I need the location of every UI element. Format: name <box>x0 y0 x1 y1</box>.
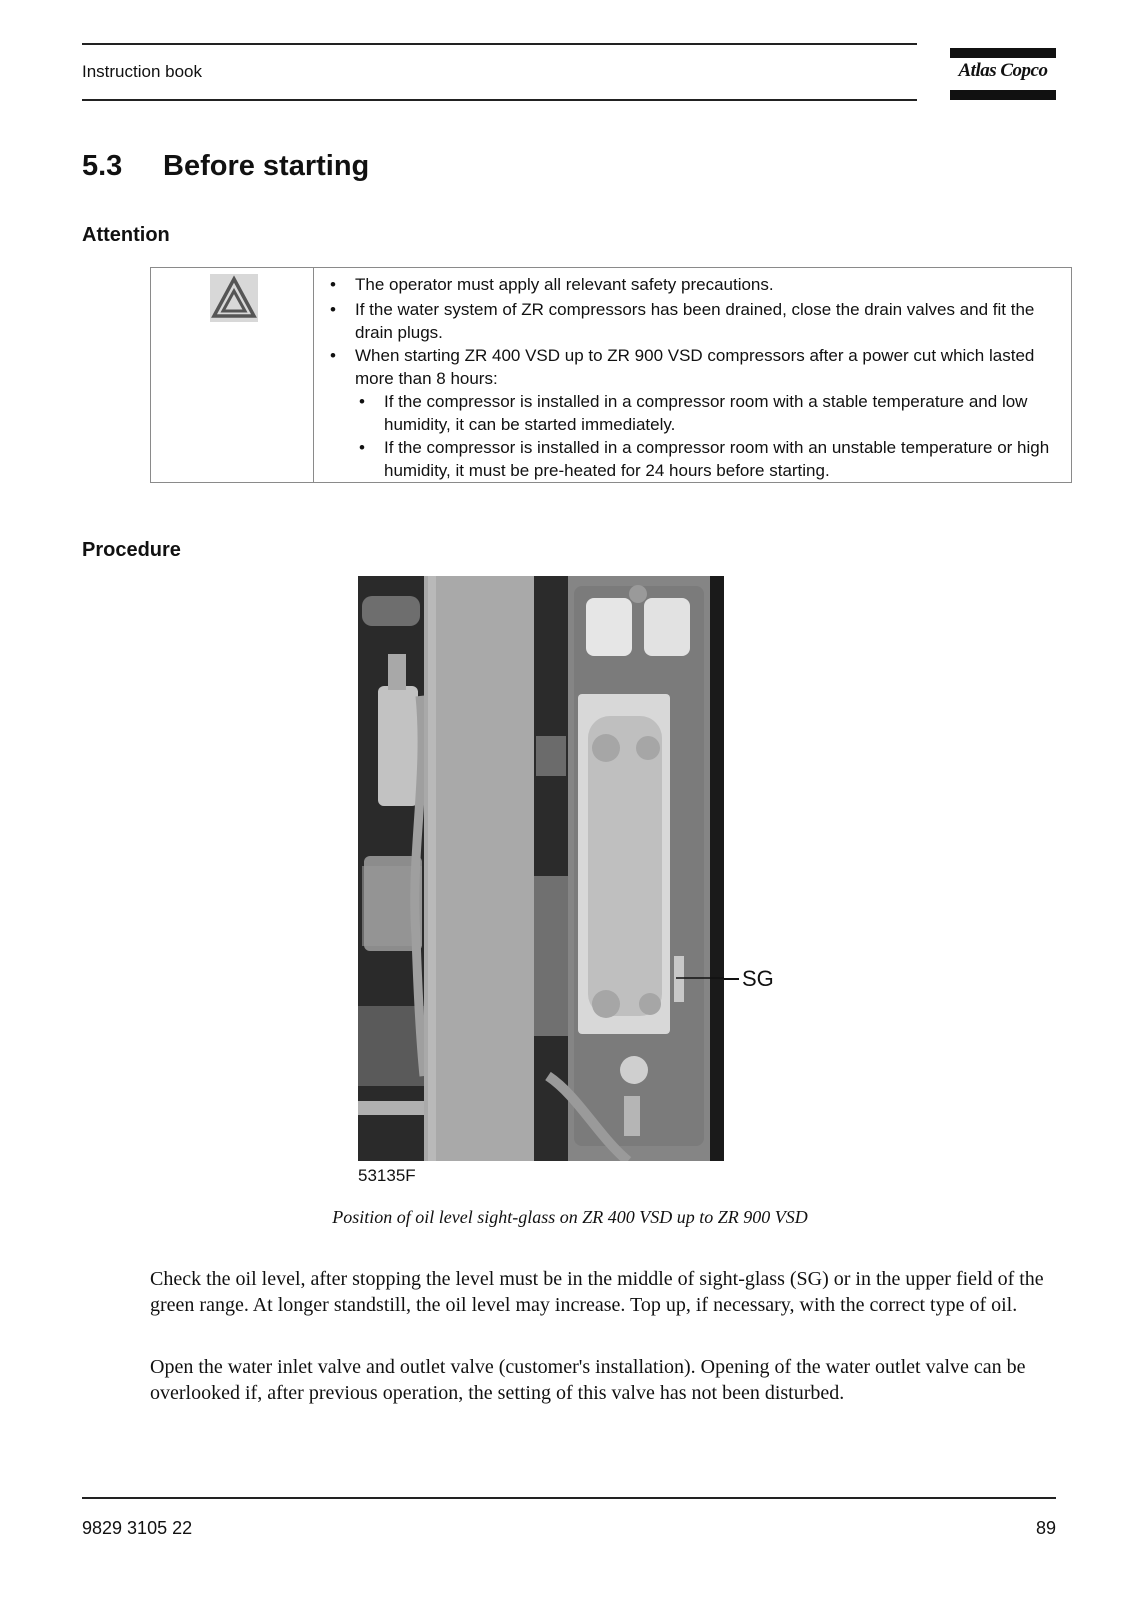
document-number: 9829 3105 22 <box>82 1518 193 1538</box>
sight-glass-photo <box>358 576 724 1161</box>
section-title: Before starting <box>163 150 370 182</box>
section-number: 5.3 <box>82 150 123 182</box>
figure-code: 53135F <box>358 1166 416 1185</box>
header-title: Instruction book <box>82 62 203 81</box>
header-top-rule <box>82 43 917 45</box>
footer-rule <box>82 1497 1056 1499</box>
callout-leader-line <box>724 978 739 980</box>
attention-list <box>326 273 1066 482</box>
figure-caption: Position of oil level sight-glass on ZR 400 VSD up to ZR 900 VSD <box>332 1207 808 1227</box>
sub-list-item: • If the compressor is installed in a compressor room with a stable temperature and low humidity, it can be started immediately. <box>359 392 1028 434</box>
warning-triangle-icon <box>210 274 258 322</box>
list-item: • When starting ZR 400 VSD up to ZR 900 VSD compressors after a power cut which lasted more than 8 hours: <box>330 346 1035 388</box>
paragraph: Open the water inlet valve and outlet valve (customer's installation). Opening of the water outlet valve can be overlooked if, after previous operation, the setting of this valve has not been disturbed. <box>150 1356 1026 1404</box>
header-bottom-rule <box>82 99 917 101</box>
procedure-heading: Procedure <box>82 539 181 561</box>
paragraph: Check the oil level, after stopping the level must be in the middle of sight-glass (SG) or in the upper field of the green range. At longer standstill, the oil level may increase. Top up, if necessary, with the correct type of oil. <box>150 1268 1044 1316</box>
list-item: • The operator must apply all relevant safety precautions. <box>330 275 774 294</box>
attention-divider <box>313 268 314 482</box>
callout-label-sg: SG <box>742 966 774 991</box>
attention-heading: Attention <box>82 224 170 246</box>
brand-logo-text: Atlas Copco <box>958 60 1048 81</box>
list-item: • If the water system of ZR compressors has been drained, close the drain valves and fit the drain plugs. <box>330 300 1035 342</box>
attention-box <box>150 267 1072 483</box>
sub-list-item: • If the compressor is installed in a compressor room with an unstable temperature or high humidity, it must be pre-heated for 24 hours before starting. <box>359 438 1050 480</box>
brand-logo <box>950 48 1056 100</box>
page-number: 89 <box>1035 1518 1056 1538</box>
